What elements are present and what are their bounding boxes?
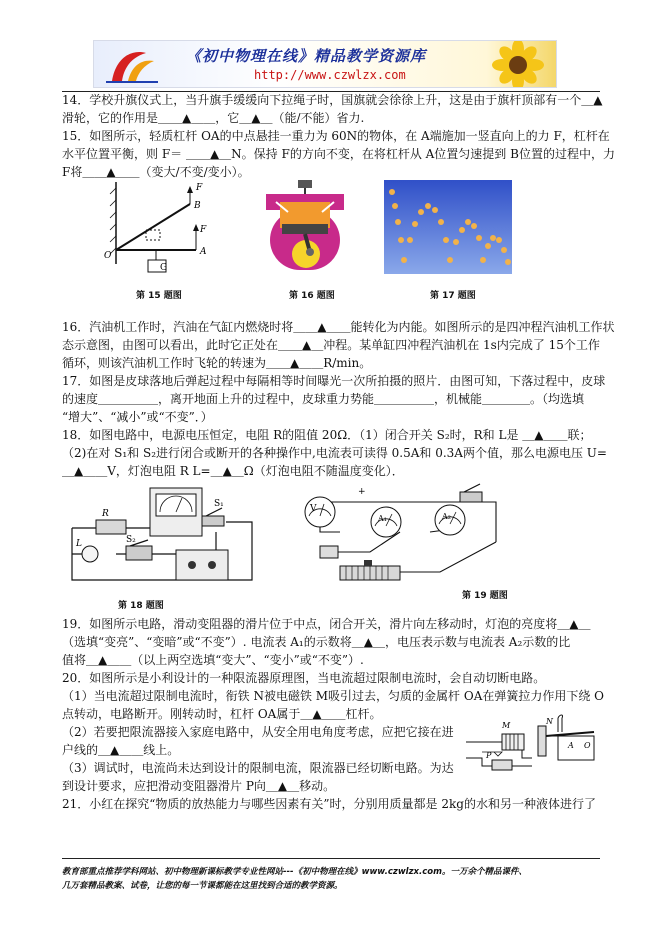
label-a2: A₂ (442, 512, 451, 521)
q15-line-3: F将＿＿▲＿＿（变大/不变/变小）。 (62, 165, 250, 179)
q20-line-7: 到设计要求，应把滑动变阻器滑片 P向＿▲＿移动。 (62, 779, 336, 793)
label-o: O (104, 251, 112, 261)
q18-line-3: ＿▲＿＿V，灯泡电阻 R L=＿▲＿Ω（灯泡电阻不随温度变化）． (62, 464, 404, 478)
footer-rule (62, 858, 600, 859)
q19-line-2: （选填“变亮”、“变暗”或“不变”）. 电流表 A₁的示数将＿▲＿，电压表示数与电流表 A₂示数的比 (62, 635, 571, 649)
site-logo-icon (102, 43, 162, 85)
q20-line-5: 户线的＿▲＿＿线上。 (62, 743, 180, 757)
label-n: N (546, 717, 553, 726)
q16-line-2: 态示意图，由图可以看出，此时它正处在＿＿▲＿冲程。某单缸四冲程汽油机在 1s内完成了 15个工作 (62, 338, 600, 352)
q15-line-1: 15．如图所示，轻质杠杆 OA的中点悬挂一重力为 60N的物体，在 A端施加一竖直向上的力 F，杠杆在 (62, 129, 610, 143)
label-b: B (194, 201, 201, 211)
sunflower-icon (474, 40, 554, 88)
footer-line-1: 教育部重点推荐学科网站、初中物理新课标教学专业性网站---《初中物理在线》www.czwlzx.com。一万余个精品课件、 (62, 867, 527, 877)
site-title: 《初中物理在线》精品教学资源库 (186, 47, 427, 65)
caption-figure-15: 第 15 题图 (136, 291, 182, 301)
q20-line-6: （3）调试时，电流尚未达到设计的限制电流，限流器已经切断电路。为达 (62, 761, 454, 775)
caption-figure-16: 第 16 题图 (289, 291, 335, 301)
figure-17-bouncing-ball-photo (384, 180, 512, 274)
caption-figure-19: 第 19 题图 (462, 591, 508, 601)
figure-19-circuit (300, 482, 500, 586)
label-l: L (76, 539, 82, 549)
q14-line-1: 14．学校升旗仪式上，当升旗手缓缓向下拉绳子时，国旗就会徐徐上升，这是由于旗杆顶部有一个＿▲ (62, 93, 603, 107)
label-o: O (584, 741, 591, 750)
figure-16-engine (262, 180, 350, 282)
q20-line-3: 点转动，电路断开。刚转动时，杠杆 OA属于＿▲＿＿杠杆。 (62, 707, 382, 721)
q17-line-3: “增大”、“减小”或“不变”．） (62, 410, 213, 424)
label-g: G (160, 263, 168, 273)
q17-line-2: 的速度＿＿＿＿＿，离开地面上升的过程中，皮球重力势能＿＿＿＿＿，机械能＿＿＿＿。（均选填 (62, 392, 585, 406)
figure-18-circuit (66, 484, 256, 588)
q16-line-3: 循环，则该汽油机工作时飞轮的转速为＿＿▲＿＿R/min。 (62, 356, 372, 370)
label-m: M (502, 721, 511, 730)
q21-line-1: 21．小红在探究“物质的放热能力与哪些因素有关”时，分别用质量都是 2kg的水和另一种液体进行了 (62, 797, 596, 811)
figure-15-lever (100, 178, 220, 278)
q19-line-1: 19．如图所示电路，滑动变阻器的滑片位于中点，闭合开关，滑片向左移动时，灯泡的亮度将＿▲＿ (62, 617, 591, 631)
q20-line-4: （2）若要把限流器接入家庭电路中，从安全用电角度考虑，应把它接在进 (62, 725, 454, 739)
q18-line-1: 18．如图电路中，电源电压恒定，电阻 R的阻值 20Ω．（1）闭合开关 S₂时，R和 L是 ＿▲＿＿联； (62, 428, 592, 442)
caption-figure-17: 第 17 题图 (430, 291, 476, 301)
footer-line-2: 几万套精品教案、试卷，让您的每一节课都能在这里找到合适的教学资源。 (62, 881, 343, 891)
label-s1: S₁ (214, 499, 224, 509)
figure-20-current-limiter (462, 712, 598, 774)
label-plus: + (358, 487, 366, 497)
q18-line-2: （2)在对 S₁和 S₂进行闭合或断开的各种操作中,电流表可读得 0.5A和 0.3A两个值，那么电源电压 U= (62, 446, 607, 460)
label-p: P (486, 751, 492, 760)
caption-figure-18: 第 18 题图 (118, 601, 164, 611)
label-s2: S₂ (126, 535, 136, 545)
label-v: V (310, 504, 317, 514)
label-a: A (568, 741, 574, 750)
q17-line-1: 17．如图是皮球落地后弹起过程中每隔相等时间曝光一次所拍摄的照片．由图可知，下落过程中，皮球 (62, 374, 606, 388)
q20-line-2: （1）当电流超过限制电流时，衔铁 N被电磁铁 M吸引过去，匀质的金属杆 OA在弹簧拉力作用下绕 O (62, 689, 605, 703)
q19-line-3: 值将＿▲＿＿（以上两空选填“变大”、“变小”或“不变”）. (62, 653, 364, 667)
label-a1: A₁ (378, 514, 387, 523)
site-url[interactable]: http://www.czwlzx.com (254, 68, 406, 82)
q15-line-2: 水平位置平衡，则 F＝ ＿＿▲＿N。保持 F的方向不变，在将杠杆从 A位置匀速提到 B位置的过程中，力 (62, 147, 615, 161)
q14-line-2: 滑轮，它的作用是＿＿▲＿＿，它＿▲＿（能/不能）省力. (62, 111, 365, 125)
header-banner (93, 40, 557, 88)
q16-line-1: 16．汽油机工作时，汽油在气缸内燃烧时将＿＿▲＿＿能转化为内能。如图所示的是四冲程汽油机工作状 (62, 320, 615, 334)
label-a: A (200, 247, 207, 257)
label-f-side: F (200, 225, 207, 235)
q20-line-1: 20．如图所示是小利设计的一种限流器原理图，当电流超过限制电流时，会自动切断电路。 (62, 671, 546, 685)
label-r: R (102, 509, 109, 519)
label-f-top: F (196, 183, 203, 193)
